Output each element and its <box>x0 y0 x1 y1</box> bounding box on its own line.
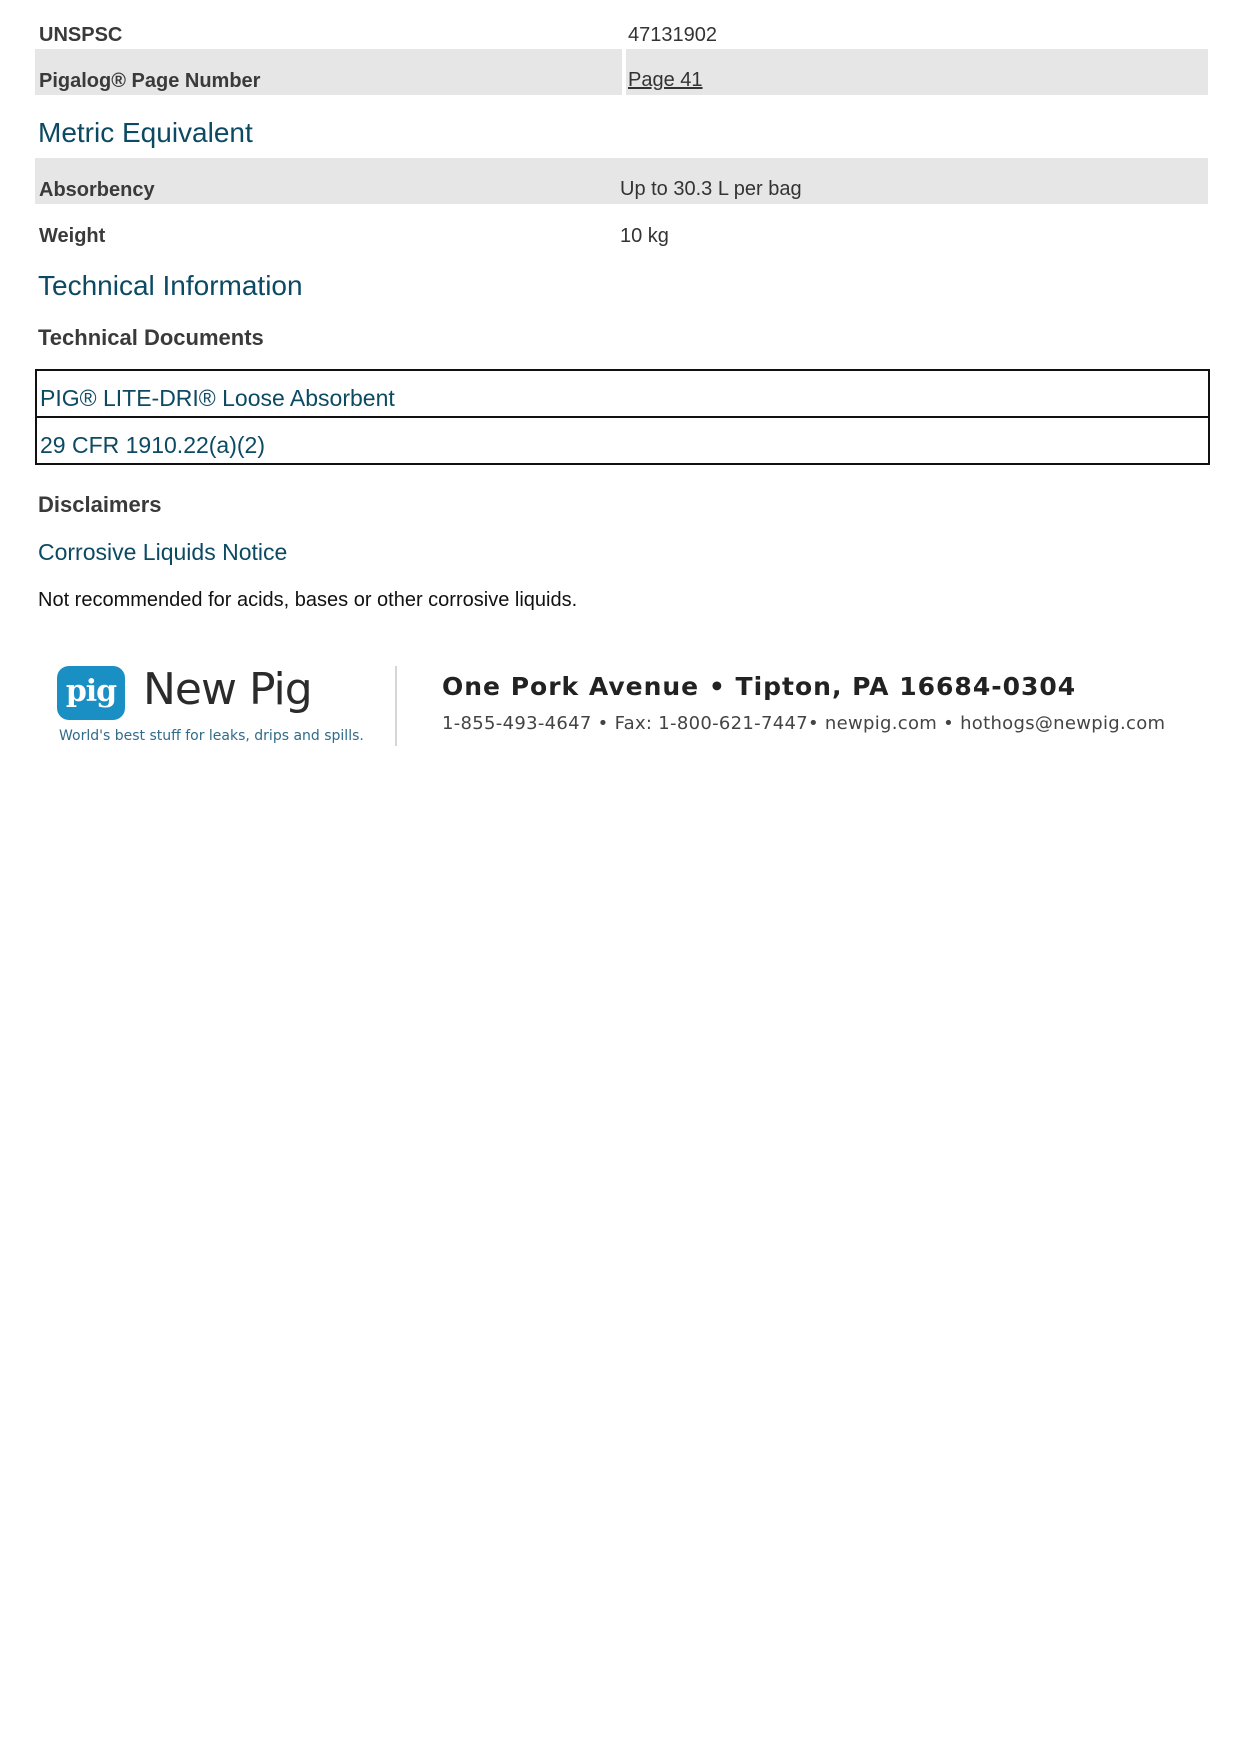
corrosive-liquids-notice-text: Not recommended for acids, bases or other corrosive liquids. <box>38 589 578 611</box>
spec-row-pigalog-page <box>35 49 1208 95</box>
spec-label: Pigalog® Page Number <box>39 70 261 92</box>
brand-tagline: World's best stuff for leaks, drips and spills. <box>59 728 364 744</box>
corrosive-liquids-notice-title: Corrosive Liquids Notice <box>38 539 288 565</box>
metric-row-absorbency <box>35 158 1208 204</box>
company-contact: 1-855-493-4647 • Fax: 1-800-621-7447• newpig.com • hothogs@newpig.com <box>442 713 1166 734</box>
pig-logo-icon: pig <box>57 666 125 720</box>
brand-name: New Pig <box>143 664 312 715</box>
technical-document-link[interactable]: 29 CFR 1910.22(a)(2) <box>40 432 265 458</box>
technical-document-item[interactable] <box>35 416 1210 465</box>
technical-document-item[interactable] <box>35 369 1210 418</box>
metric-label: Absorbency <box>39 179 155 201</box>
technical-document-link[interactable]: PIG® LITE-DRI® Loose Absorbent <box>40 385 395 411</box>
spec-value: 47131902 <box>628 24 717 46</box>
metric-row-weight <box>35 204 1208 250</box>
metric-value: Up to 30.3 L per bag <box>620 178 802 200</box>
row-shade-right <box>626 49 1208 95</box>
disclaimers-heading: Disclaimers <box>38 492 162 517</box>
metric-value: 10 kg <box>620 225 669 247</box>
metric-label: Weight <box>39 225 106 247</box>
spec-label: UNSPSC <box>39 24 123 46</box>
pigalog-page-link[interactable]: Page 41 <box>628 69 703 91</box>
technical-information-heading: Technical Information <box>38 270 303 301</box>
footer-divider <box>395 666 397 746</box>
metric-equivalent-heading: Metric Equivalent <box>38 117 253 148</box>
footer <box>55 660 1185 755</box>
company-address: One Pork Avenue • Tipton, PA 16684-0304 <box>442 672 1077 701</box>
technical-documents-heading: Technical Documents <box>38 325 264 350</box>
